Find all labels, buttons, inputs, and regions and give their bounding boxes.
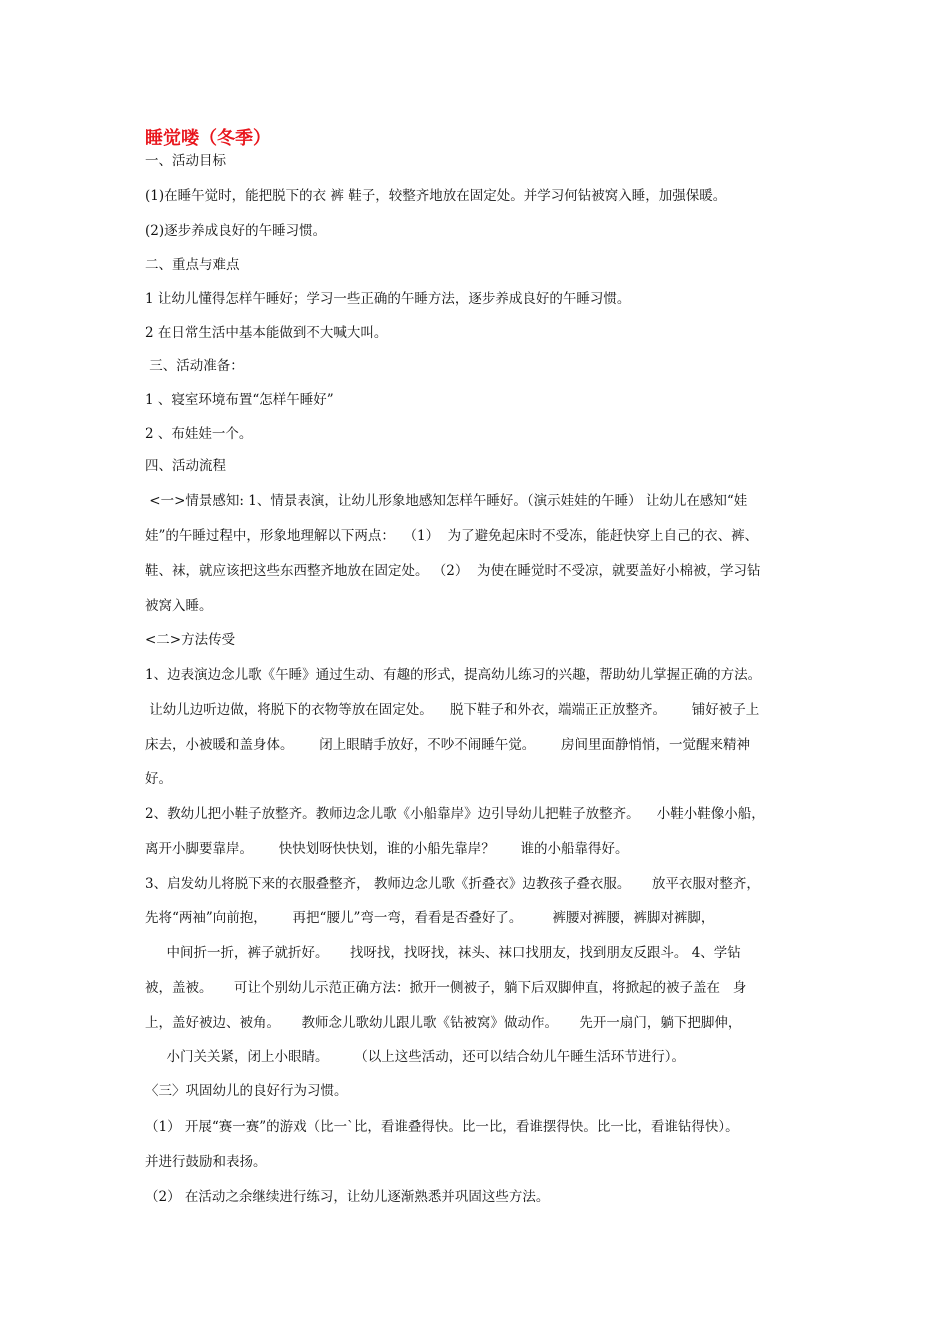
- paragraph-line: 1、边表演边念儿歌《午睡》通过生动、有趣的形式，提高幼儿练习的兴趣，帮助幼儿掌握正确的方法。: [145, 667, 762, 683]
- section-heading-process: 四、活动流程: [145, 458, 226, 474]
- paragraph-line: 好。: [145, 771, 172, 787]
- section-heading-preparation: 三、活动准备：: [145, 358, 244, 374]
- paragraph-line: 小门关关紧，闭上小眼睛。 （以上这些活动，还可以结合幼儿午睡生活环节进行）。: [145, 1049, 685, 1065]
- paragraph-line: （2） 在活动之余继续进行练习，让幼儿逐渐熟悉并巩固这些方法。: [145, 1189, 550, 1205]
- paragraph-line: (2)逐步养成良好的午睡习惯。: [145, 223, 327, 239]
- section-heading-key-points: 二、重点与难点: [145, 257, 240, 273]
- paragraph-line: <一>情景感知: 1、情景表演，让幼儿形象地感知怎样午睡好。（演示娃娃的午睡） 让幼儿在感知“娃: [145, 493, 748, 509]
- paragraph-line: 被窝入睡。: [145, 598, 213, 614]
- paragraph-line: 娃”的午睡过程中，形象地理解以下两点： （1） 为了避免起床时不受冻，能赶快穿上自己的衣、裤、: [145, 528, 759, 544]
- section-heading-goals: 一、活动目标: [145, 153, 226, 169]
- paragraph-line: 中间折一折，裤子就折好。 找呀找，找呀找，袜头、袜口找朋友，找到朋友反跟斗。 4、学钻: [145, 945, 741, 961]
- paragraph-line: 2 、布娃娃一个。: [145, 426, 253, 442]
- paragraph-line: 先将“两袖”向前抱， 再把“腰儿”弯一弯，看看是否叠好了。 裤腰对裤腰，裤脚对裤脚，: [145, 910, 715, 926]
- paragraph-line: 3、启发幼儿将脱下来的衣服叠整齐， 教师边念儿歌《折叠衣》边教孩子叠衣服。 放平衣服对整齐，: [145, 876, 760, 892]
- paragraph-line: (1)在睡午觉时，能把脱下的衣 裤 鞋子，较整齐地放在固定处。并学习何钻被窝入睡，加强保暖。: [145, 188, 727, 204]
- paragraph-line: 2 在日常生活中基本能做到不大喊大叫。: [145, 325, 388, 341]
- paragraph-line: 2、教幼儿把小鞋子放整齐。教师边念儿歌《小船靠岸》边引导幼儿把鞋子放整齐。 小鞋小鞋像小船，: [145, 806, 765, 822]
- paragraph-line: 1 让幼儿懂得怎样午睡好；学习一些正确的午睡方法，逐步养成良好的午睡习惯。: [145, 291, 631, 307]
- paragraph-line: 鞋、袜，就应该把这些东西整齐地放在固定处。 （2） 为使在睡觉时不受凉，就要盖好小棉被，学习钻: [145, 563, 761, 579]
- paragraph-line: 让幼儿边听边做，将脱下的衣物等放在固定处。 脱下鞋子和外衣，端端正正放整齐。 铺好被子上: [145, 702, 760, 718]
- paragraph-line: 床去，小被暖和盖身体。 闭上眼睛手放好，不吵不闹睡午觉。 房间里面静悄悄，一觉醒来精神: [145, 737, 750, 753]
- document-title: 睡觉喽（冬季）: [145, 128, 271, 149]
- paragraph-line: 并进行鼓励和表扬。: [145, 1154, 267, 1170]
- subsection-heading-consolidate: 〈三〉巩固幼儿的良好行为习惯。: [145, 1083, 348, 1099]
- paragraph-line: 被，盖被。 可让个别幼儿示范正确方法：掀开一侧被子，躺下后双脚伸直，将掀起的被子盖在 身: [145, 980, 747, 996]
- paragraph-line: 上，盖好被边、被角。 教师念儿歌幼儿跟儿歌《钻被窝》做动作。 先开一扇门，躺下把脚伸，: [145, 1015, 742, 1031]
- paragraph-line: 离开小脚要靠岸。 快快划呀快快划，谁的小船先靠岸？ 谁的小船靠得好。: [145, 841, 629, 857]
- paragraph-line: 1 、寝室环境布置“怎样午睡好”: [145, 392, 334, 408]
- subsection-heading-methods: <二>方法传受: [145, 632, 236, 648]
- paragraph-line: （1） 开展“赛一赛”的游戏（比一`比，看谁叠得快。比一比，看谁摆得快。比一比，看谁钻得快）。: [145, 1119, 739, 1135]
